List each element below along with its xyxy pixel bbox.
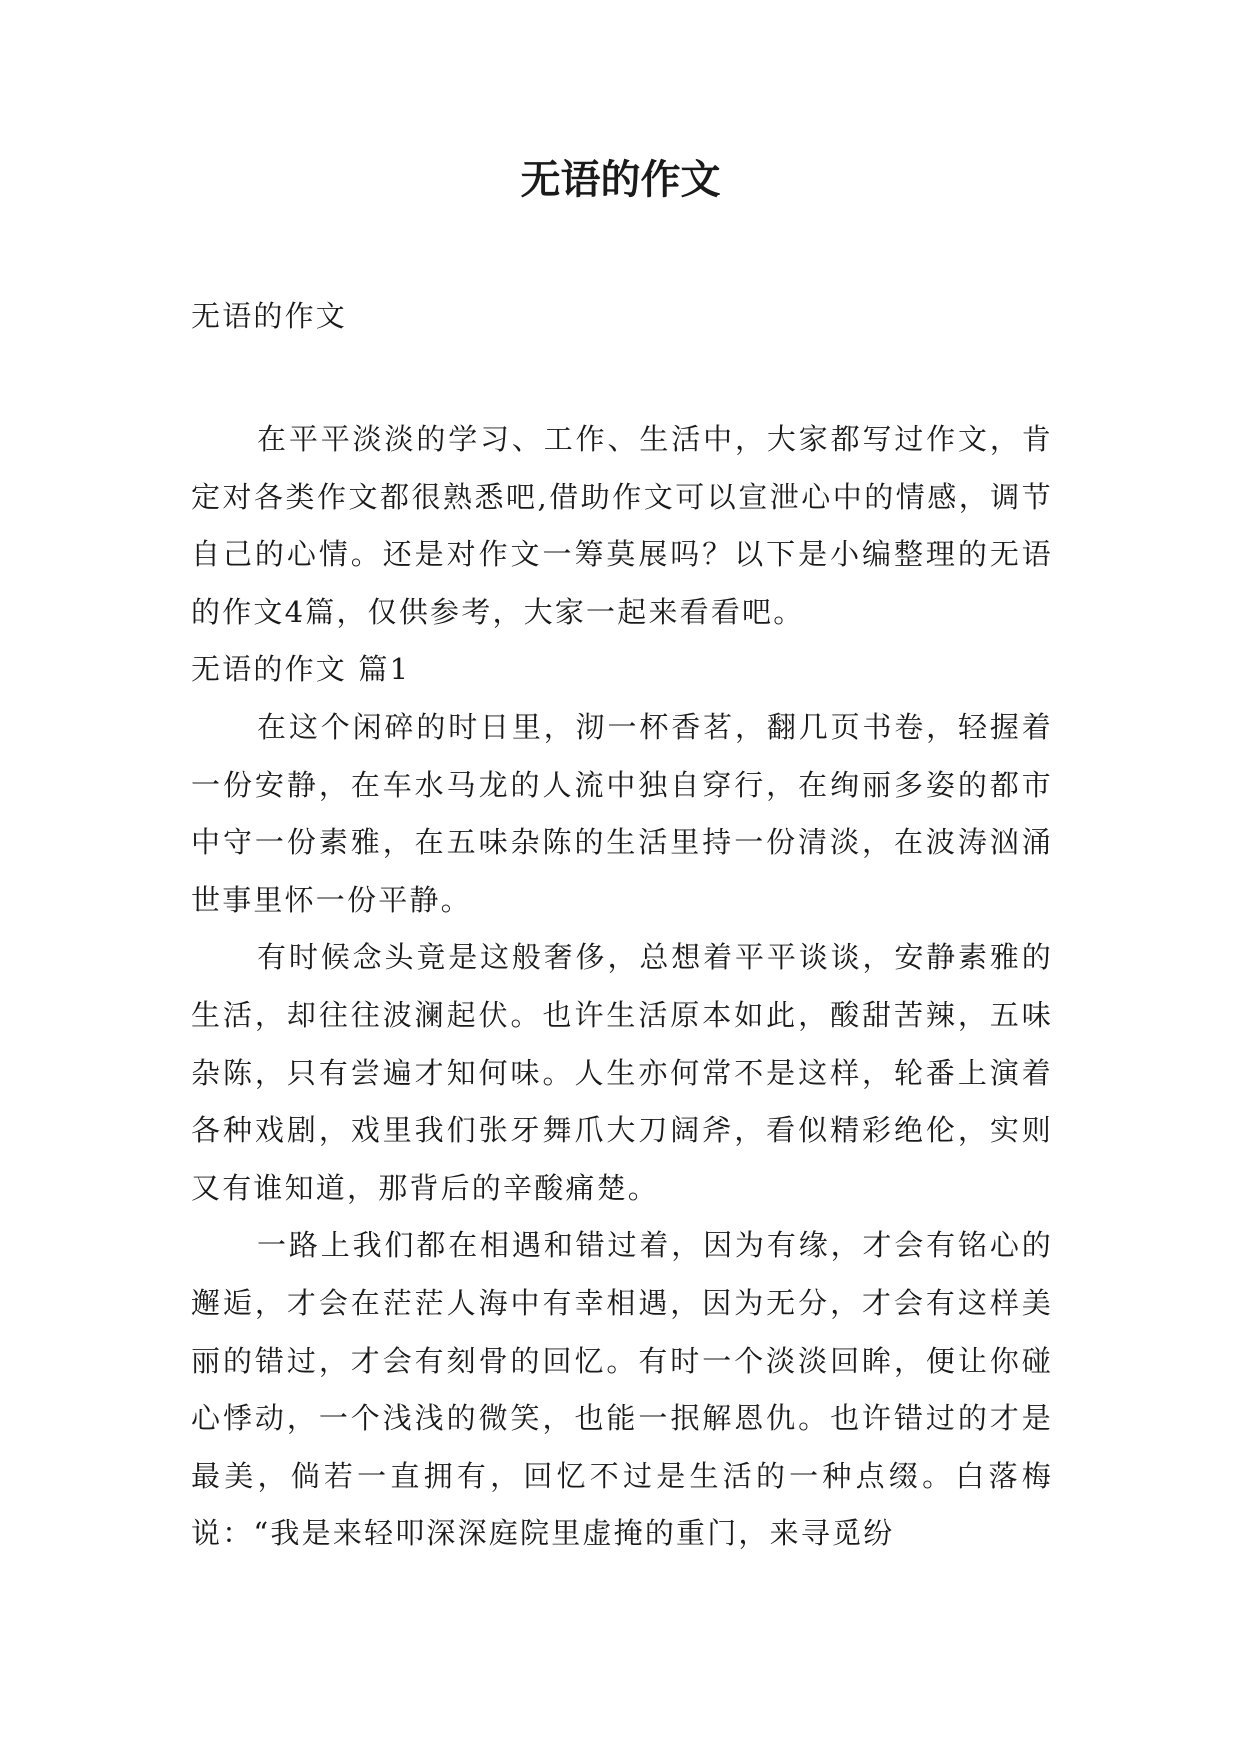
document-body (191, 411, 1053, 1563)
document-subtitle: 无语的作文 (191, 299, 348, 333)
body-paragraph: 在这个闲碎的时日里，沏一杯香茗，翻几页书卷，轻握着一份安静，在车水马龙的人流中独自穿行，在绚丽多姿的都市中守一份素雅，在五味杂陈的生活里持一份清淡，在波涛汹涌世事里怀一份平静。 (191, 709, 1053, 917)
section-heading: 无语的作文 篇1 (191, 652, 411, 687)
document-title: 无语的作文 (520, 156, 721, 203)
intro-paragraph: 在平平淡淡的学习、工作、生活中，大家都写过作文，肯定对各类作文都很熟悉吧,借助作文可以宣泄心中的情感，调节自己的心情。还是对作文一筹莫展吗？以下是小编整理的无语的作文4篇，仅供参考，大家一起来看看吧。 (191, 422, 1053, 629)
body-paragraph: 有时候念头竟是这般奢侈，总想着平平谈谈，安静素雅的生活，却往往波澜起伏。也许生活原本如此，酸甜苦辣，五味杂陈，只有尝遍才知何味。人生亦何常不是这样，轮番上演着各种戏剧，戏里我们张牙舞爪大刀阔斧，看似精彩绝伦，实则又有谁知道，那背后的辛酸痛楚。 (191, 940, 1053, 1205)
body-paragraph: 一路上我们都在相遇和错过着，因为有缘，才会有铭心的邂逅，才会在茫茫人海中有幸相遇，因为无分，才会有这样美丽的错过，才会有刻骨的回忆。有时一个淡淡回眸，便让你碰心悸动，一个浅浅的微笑，也能一抿解恩仇。也许错过的才是最美，倘若一直拥有，回忆不过是生活的一种点缀。白落梅说：“我是来轻叩深深庭院里虚掩的重门，来寻觅纷 (191, 1228, 1053, 1551)
